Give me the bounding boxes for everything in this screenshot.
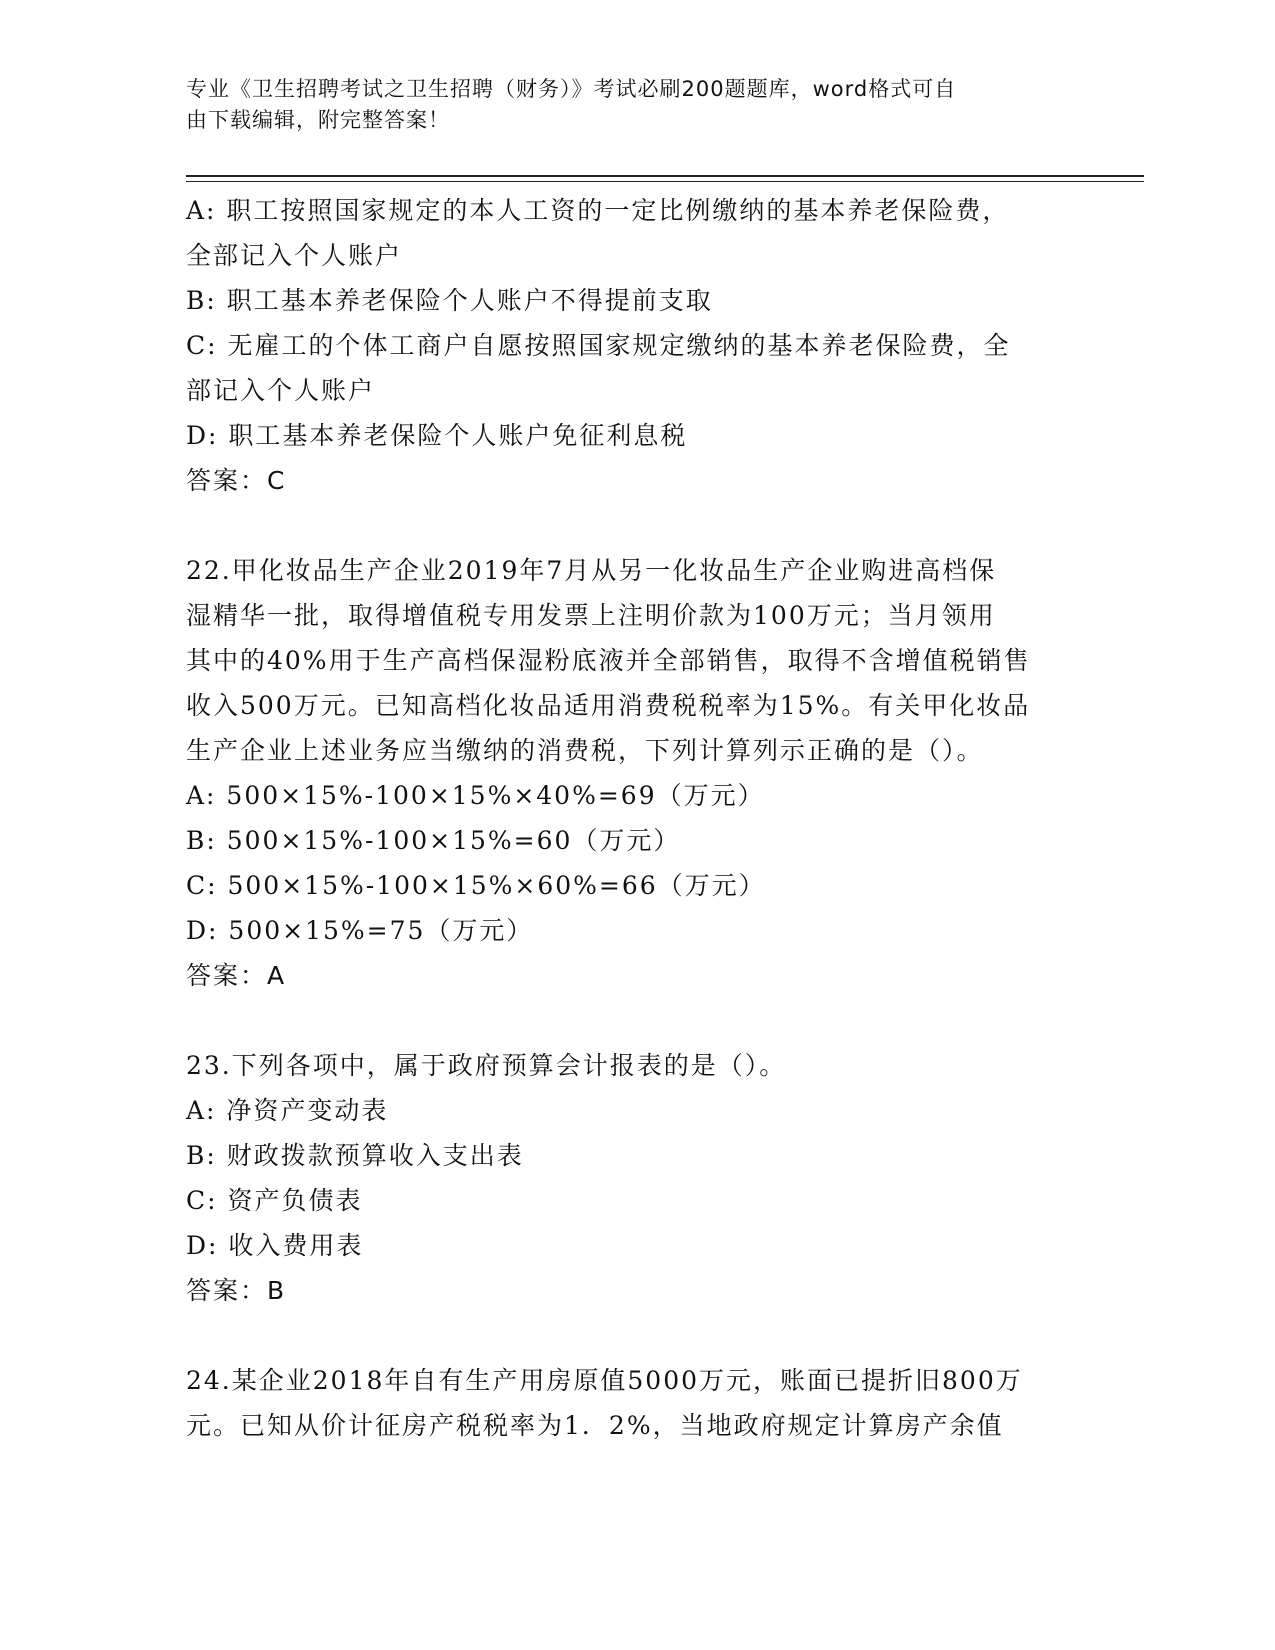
option-b: B: 职工基本养老保险个人账户不得提前支取: [186, 286, 713, 315]
question-stem: 元。已知从价计征房产税税率为1．2%，当地政府规定计算房产余值: [186, 1411, 1004, 1440]
option-b: B: 500×15%-100×15%=60（万元）: [186, 826, 681, 855]
option-a-continued: 全部记入个人账户: [186, 241, 403, 270]
question-stem: 22.甲化妆品生产企业2019年7月从另一化妆品生产企业购进高档保: [186, 556, 997, 585]
question-stem: 生产企业上述业务应当缴纳的消费税，下列计算列示正确的是（）。: [186, 736, 984, 765]
answer-text: 答案：C: [186, 466, 287, 495]
option-c: C: 500×15%-100×15%×60%=66（万元）: [186, 871, 766, 900]
answer-text: 答案：B: [186, 1276, 287, 1305]
question-21: [186, 188, 1086, 503]
header-divider-thick: [186, 175, 1144, 177]
page-header: [186, 74, 1066, 136]
header-divider-thin: [186, 181, 1144, 182]
option-a: A: 500×15%-100×15%×40%=69（万元）: [186, 781, 765, 810]
question-24: [186, 1358, 1086, 1448]
option-a: A: 职工按照国家规定的本人工资的一定比例缴纳的基本养老保险费，: [186, 196, 1010, 225]
page-content: [186, 188, 1086, 1448]
spacer: [186, 503, 1086, 548]
question-stem: 湿精华一批，取得增值税专用发票上注明价款为100万元；当月领用: [186, 601, 996, 630]
spacer: [186, 1313, 1086, 1358]
question-stem: 收入500万元。已知高档化妆品适用消费税税率为15%。有关甲化妆品: [186, 691, 1031, 720]
question-stem: 其中的40%用于生产高档保湿粉底液并全部销售，取得不含增值税销售: [186, 646, 1031, 675]
option-d: D: 收入费用表: [186, 1231, 364, 1260]
option-d: D: 职工基本养老保险个人账户免征利息税: [186, 421, 688, 450]
spacer: [186, 998, 1086, 1043]
option-d: D: 500×15%=75（万元）: [186, 916, 534, 945]
header-line: 由下载编辑，附完整答案！: [186, 108, 450, 132]
option-c: C: 无雇工的个体工商户自愿按照国家规定缴纳的基本养老保险费，全: [186, 331, 1011, 360]
option-b: B: 财政拨款预算收入支出表: [186, 1141, 524, 1170]
option-a: A: 净资产变动表: [186, 1096, 389, 1125]
question-22: [186, 548, 1086, 998]
header-line: 专业《卫生招聘考试之卫生招聘（财务）》考试必刷200题题库，word格式可自: [186, 77, 957, 101]
option-c-continued: 部记入个人账户: [186, 376, 376, 405]
answer-text: 答案：A: [186, 961, 287, 990]
question-23: [186, 1043, 1086, 1313]
option-c: C: 资产负债表: [186, 1186, 363, 1215]
question-stem: 23.下列各项中，属于政府预算会计报表的是（）。: [186, 1051, 787, 1080]
question-stem: 24.某企业2018年自有生产用房原值5000万元，账面已提折旧800万: [186, 1366, 1023, 1395]
